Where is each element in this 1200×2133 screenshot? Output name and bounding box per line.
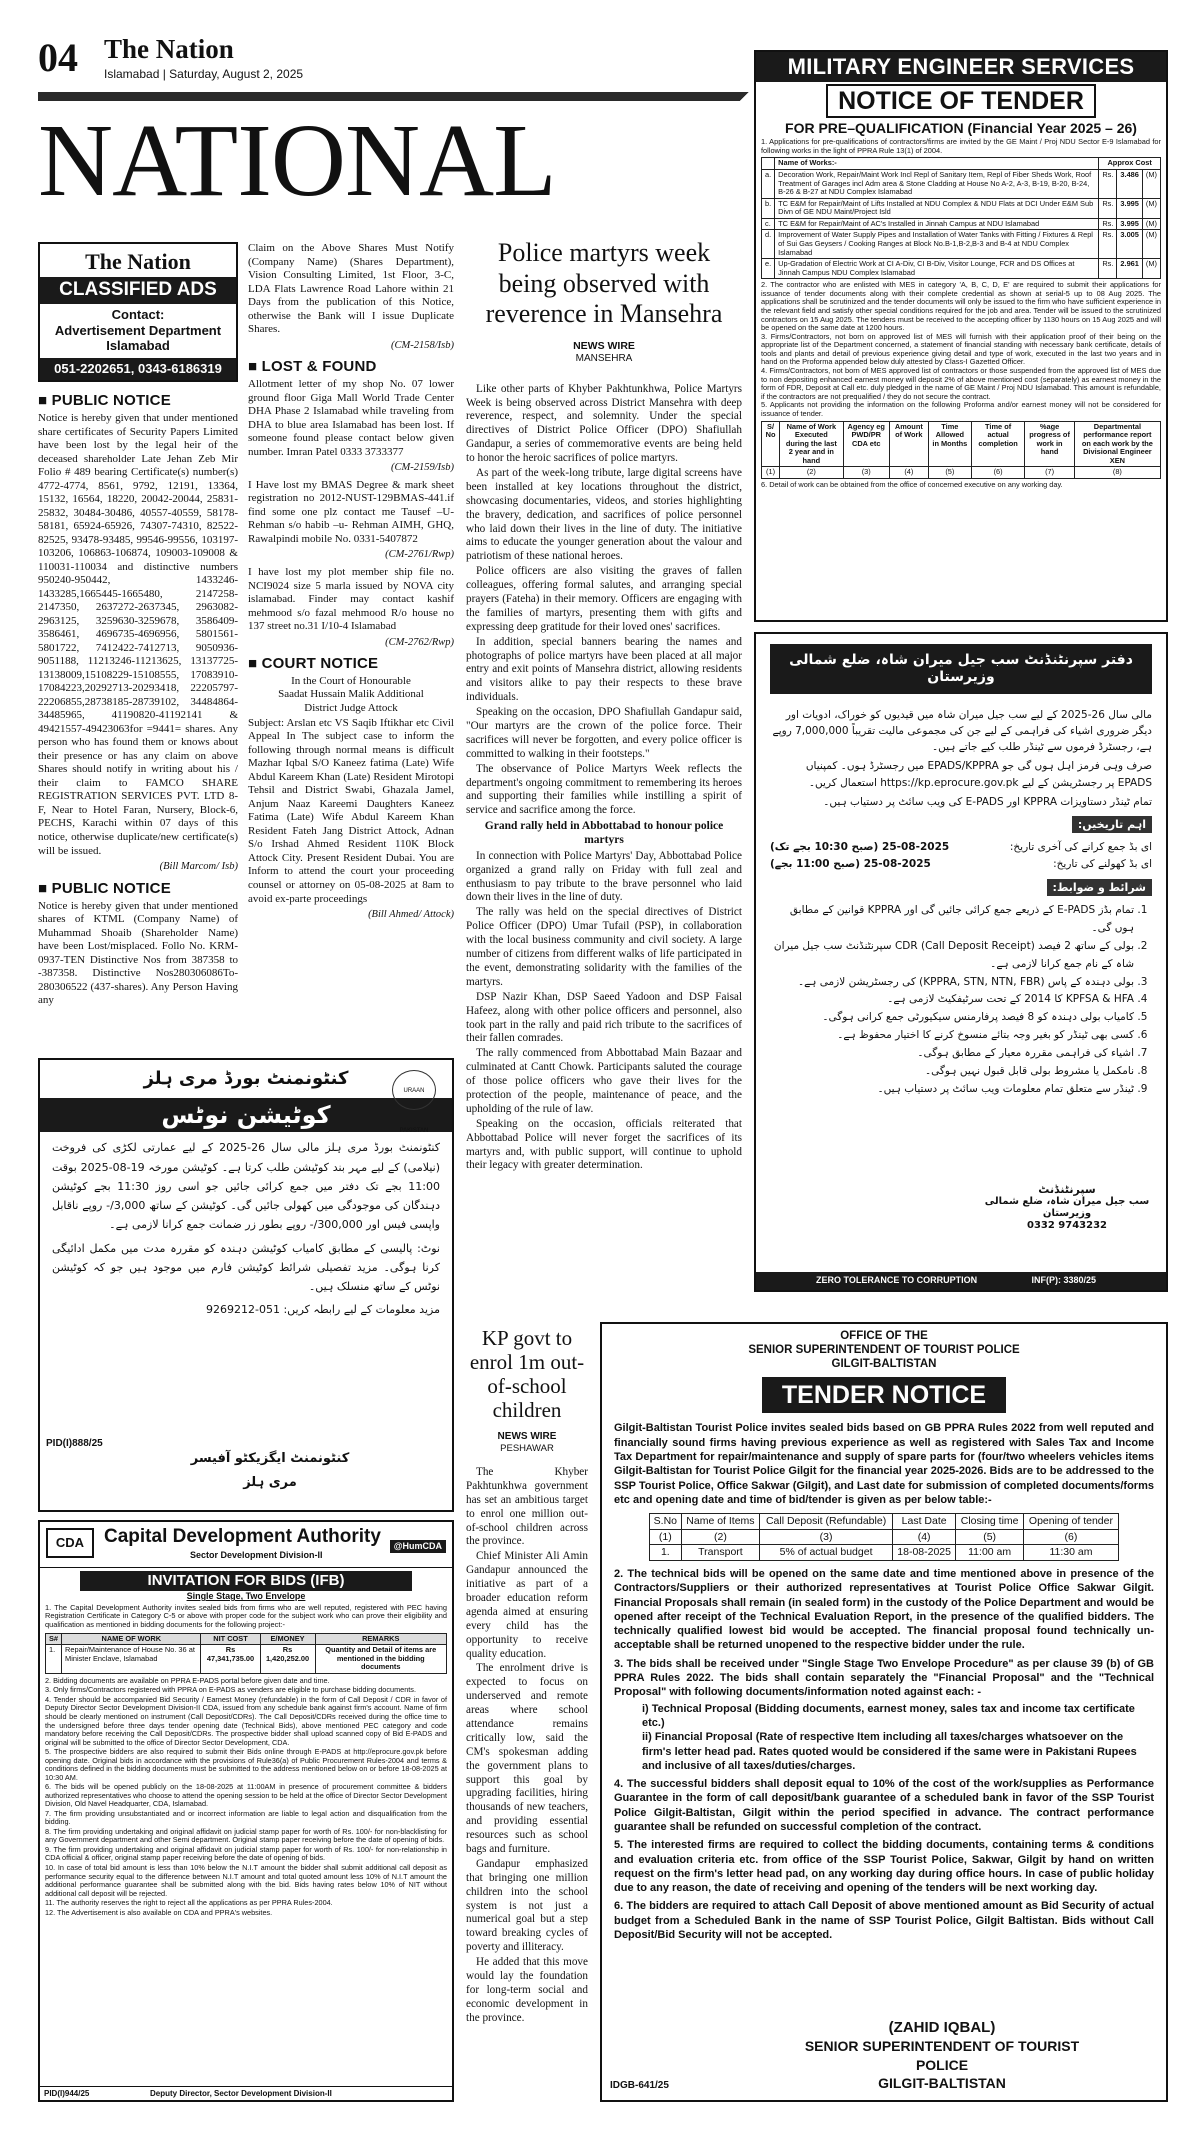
- mes-proforma-head: Departmental performance report on each work by the Divisional Engineer XEN: [1074, 421, 1160, 467]
- mes-para-6: 6. Detail of work can be obtained from the office of concerned executive on any working day.: [761, 480, 1063, 489]
- lost-item-3-ref: (CM-2762/Rwp): [385, 636, 454, 648]
- story1-paragraph-2: Speaking on the occasion, officials reiterated that Abbottabad Police will never forget the sacrifices of its martyrs and, with public support, will continue to uphold their legacy with greater determination.: [466, 1117, 742, 1172]
- gb-table-cell: Transport: [681, 1545, 760, 1561]
- classified-title: CLASSIFIED ADS: [40, 277, 236, 304]
- cda-table-head: S#: [46, 1633, 62, 1645]
- mes-works-head: Name of Works:-: [775, 158, 1099, 170]
- story2-body: [466, 1466, 588, 2026]
- mes-fy: FOR PRE–QUALIFICATION (Financial Year 2025 – 26): [785, 120, 1137, 137]
- mes-proforma-table: [761, 421, 1161, 479]
- wz-term-item: 9. ٹینڈر سے متعلق تمام معلومات ویب سائٹ پر دستیاب ہیں۔: [770, 1081, 1134, 1099]
- gb-table-cell: 11:00 am: [956, 1545, 1024, 1561]
- masthead-city: Islamabad: [104, 67, 160, 81]
- cda-pid: PID(I)944/25: [44, 2089, 90, 2098]
- story2-byline: NEWS WIRE: [497, 1430, 557, 1442]
- gb-table-head: Closing time: [956, 1514, 1024, 1530]
- gb-num-5: 5.: [614, 1839, 624, 1852]
- mes-work-currency: Rs.: [1099, 218, 1117, 230]
- mes-proforma-head: S/ No: [762, 421, 780, 467]
- lost-item-2: I Have lost my BMAS Degree & mark sheet registration no 2012-NUST-129BMAS-441.if find some one plz contact me Tausef –U-Rehman s/o habib –u- Rehman AIMH, GHQ, Rawalpindi mobile No. 0331-5407872: [248, 478, 454, 545]
- wz-date-1-value: 25-08-2025 (صبح 10:30 بجے تک): [770, 841, 950, 854]
- lost-item-3: I have lost my plot member ship file no. NCI9024 size 5 marla issued by NOVA city islamabad. Finder may contact kashif mehmood s/o fazal mehmood R/o house no 137 street no.31 I/10-4 Islamabad: [248, 566, 454, 633]
- story1-subhead: Grand rally held in Abbottabad to honour police martyrs: [484, 820, 724, 847]
- cda-ifb-title: INVITATION FOR BIDS (IFB): [80, 1571, 412, 1591]
- mes-cost-head: Approx Cost: [1099, 158, 1161, 170]
- wz-term-item: 8. نامکمل یا مشروط بولی قابل قبول نہیں ہوگی۔: [770, 1063, 1134, 1081]
- mes-work-letter: b.: [762, 198, 775, 218]
- classified-col1: [38, 386, 238, 1051]
- cda-table-head: NAME OF WORK: [62, 1633, 201, 1645]
- gb-para-3: The bids shall be received under "Single Stage Two Envelope Procedure" as per clause 39 (b) of GB PPRA Rules 2022. The bids shall contain separately the "Financial Proposal" and the "Technical Proposal" with following documents/information noted against each: -: [614, 1657, 1154, 1699]
- story1-paragraph-2: The rally commenced from Abbottabad Main Bazaar and culminated at Cantt Chowk. Participants saluted the courage of those police officers who gave their lives for the protection of the people, maintenance of peace, and the upholding of the rule of law.: [466, 1047, 742, 1115]
- mes-para-3: 3. Firms/Contractors, not born on approved list of MES will furnish with their application proof of their being on the appropriate list of the Department concerned, a statement of financial standing with necessary bank certificate, details of tools and plants and detail of previous experience giving detail and type of work, executed in the last two years and in hand on the Proforma appended below duly attested by Class-I Gazetted Officer.: [761, 331, 1161, 367]
- story2-paragraph: Chief Minister Ali Amin Gandapur announced the initiative as part of a broader education reform agenda aimed at ensuring every child has the opportunity to receive quality education.: [466, 1550, 588, 1660]
- mes-work-name: TC E&M for Repair/Maint of AC's Installed in Jinnah Campus at NDU Islamabad: [775, 218, 1099, 230]
- cda-note: 9. The firm providing undertaking and original affidavit on judicial stamp paper for worth of Rs. 100/- for non-relationship in CDA official & officer, original stamp paper receiving before the date of opening of bids.: [45, 1844, 447, 1863]
- story1-paragraph-2: In connection with Police Martyrs' Day, Abbottabad Police organized a grand rally on Friday with full zeal and enthusiasm to pay tribute to the brave personnel who laid down their lives in the line of duty.: [466, 849, 742, 904]
- mes-work-currency: Rs.: [1099, 169, 1117, 198]
- murree-para-2: نوٹ: پالیسی کے مطابق کامیاب کوٹیشن دہندہ کو مقررہ مدت میں مکمل ادائیگی کرنا ہوگی۔ مزید تفصیلی شرائط کوٹیشن فارم میں موجود ہیں جو کہ کوٹیشن نوٹس کے ساتھ منسلک ہیں۔: [52, 1241, 440, 1294]
- mes-work-cost: 3.486: [1117, 169, 1143, 198]
- gb-idgb: IDGB-641/25: [610, 2080, 669, 2091]
- wz-dates-heading: اہم تاریخیں:: [1072, 816, 1152, 833]
- mes-work-letter: e.: [762, 259, 775, 279]
- murree-sig-2: مری ہلز: [243, 1475, 297, 1491]
- story1-headline: Police martyrs week being observed with reverence in Mansehra: [485, 238, 723, 329]
- court-name-1: In the Court of Honourable: [291, 675, 411, 688]
- public-notice-heading-2: ■ PUBLIC NOTICE: [38, 879, 171, 897]
- mes-work-unit: (M): [1142, 218, 1160, 230]
- wz-term-item: 2. بولی کے ساتھ 2 فیصد CDR (Call Deposit Receipt) سپرنٹنڈنٹ سب جیل میران شاہ کے نام جمع کرانا لازمی ہے۔: [770, 938, 1134, 974]
- gb-table-head: Call Deposit (Refundable): [760, 1514, 893, 1530]
- mes-proforma-num: (1): [762, 467, 780, 479]
- page-number: 04: [38, 35, 78, 80]
- mes-work-cost: 3.005: [1117, 230, 1143, 259]
- masthead: 04 The Nation Islamabad | Saturday, August 2, 2025: [38, 34, 304, 81]
- classified-dept: Advertisement Department: [54, 322, 222, 338]
- gb-sig-place: GILGIT-BALTISTAN: [878, 2074, 1006, 2091]
- story2-paragraph: He added that this move would lay the foundation for long-term social and economic development in the province.: [466, 1956, 588, 2024]
- masthead-rule: [38, 92, 738, 101]
- mes-work-cost: 3.995: [1117, 218, 1143, 230]
- claim-text: Claim on the Above Shares Must Notify (Company Name) (Shares Department), Vision Consulting Limited, 1st Floor, 3-C, LDA Flats Lawrence Road Lahore within 21 Days from the publication of this Notice, otherwise the Bank will I issue Duplicate Shares.: [248, 242, 454, 336]
- cda-note: 3. Only firms/Contractors registered with PPRA on E-PADS as venders are eligible to purchase bidding documents.: [45, 1685, 416, 1695]
- cda-table-cell: 1.: [46, 1645, 62, 1674]
- mes-work-unit: (M): [1142, 230, 1160, 259]
- mes-para-5: 5. Applicants not providing the information on the following Proforma and/or earnest money will not be considered for issuance of tender.: [761, 400, 1161, 418]
- mes-proforma-head: Agency eg PWD/PR CDA etc: [843, 421, 889, 467]
- wz-term-item: 7. اشیاء کی فراہمی مقررہ معیار کے مطابق ہوگی۔: [770, 1045, 1134, 1063]
- gb-para-3-ii: ii) Financial Proposal (Rate of respective Item including all taxes/charges whatsoever on the firm's letter head pad. Rates quoted would be considered if the same were in Pakistani Rupees and inclusive of all taxes/duties/charges.: [642, 1731, 1137, 1772]
- wz-para-3: تمام ٹینڈر دستاویزات KPPRA اور E-PADS کی ویب سائٹ پر دستیاب ہیں۔: [823, 795, 1152, 808]
- wz-terms-list: [770, 902, 1152, 1098]
- gb-table-cell: 1.: [650, 1545, 682, 1561]
- wz-sig-2: سب جیل میران شاہ، ضلع شمالی وزیرستان: [984, 1196, 1150, 1219]
- cda-table-cell: Repair/Maintenance of House No. 36 at Minister Enclave, Islamabad: [62, 1645, 201, 1674]
- mes-proforma-num: (6): [971, 467, 1025, 479]
- mes-work-name: Up-Gradation of Electric Work at CI A-Div, CI B-Div, Visitor Lounge, FCR and DS Offices at Jinnah Campus NDU Complex Islamabad: [775, 259, 1099, 279]
- public-notice-text: Notice is hereby given that under mentioned share certificates of Security Papers Limited have been lost by the legal heir of the deceased shareholder Late Jehan Zeb Mir Folio # 489 bearing Certificate(s) number(s) 4772-4774, 8561, 9792, 12191, 13364, 15132, 16564, 18220, 20042-20044, 25831-25832, 30484-30486, 40557-40559, 58178-58181, 65924-65926, 74307-74310, 82522-82525, 93478-93485, 99546-99556, 103197-103206, 106863-106874, 109003-109008 & 110031-110034 and distinctive numbers 950240-950442, 1433246-1433285,1665445-1665480, 2147258-2147350, 2637272-2637345, 2963082-2963125, 3259630-3259678, 3586409-3586461, 4696735-4696956, 5801561-5801722, 7412422-7412713, 9050936-9051188, 11213246-11213625, 13137725-13138009,15108229-15108555, 17083910-17084223,20292713-20293418, 22205797-22206855,28738185-28739102, 34484864-34485965, 41190820-41192141 & 49421557-49423063for =9441= shares. Any person who has found them or knows about their presence or has any claim on above Shares should notify in writing about his / their claim to FAMCO SHARE REGISTRATION SERVICES PVT. LTD 8-F, Near to Hotel Faran, Nursery, Block-6, PECHS, Karachi within 07 days of this notice, otherwise duplicate/new certificate(s) will be issued.: [38, 412, 238, 857]
- gb-office-3: GILGIT-BALTISTAN: [831, 1357, 937, 1370]
- mes-work-row: [762, 198, 1161, 218]
- murree-quotation-ad: [38, 1058, 454, 1512]
- murree-para-3: مزید معلومات کے لیے رابطہ کریں: 051-9269212: [205, 1303, 440, 1317]
- gb-para-1: Gilgit-Baltistan Tourist Police invites sealed bids based on GB PPRA Rules 2022 from well reputed and financially sound firms having previous experience as well as registered with Sales Tax and Income Tax Department for repair/maintenance and supply of spare parts for (four/two wheelers vehicles items Gilgit-Baltistan for Tourist Police Gilgit for the financial year 2025-2026. Bids are to be addressed to the SSP Tourist Police, Office Sakwar (Gilgit), and Last date for submission of completed documents/forms etc and opening date and time of bid/tender is given as per below table:-: [614, 1422, 1154, 1506]
- classified-phones: 051-2202651, 0343-6186319: [40, 358, 236, 380]
- gb-para-6: The bidders are required to attach Call Deposit of above mentioned amount as Bid Security of actual budget from a Scheduled Bank in the name of SSP Tourist Police, Gilgit Baltistan. Bids without Call Deposit/Bid Security will not be accepted.: [614, 1900, 1154, 1942]
- wz-date-1-label: ای بڈ جمع کرانے کی آخری تاریخ:: [1009, 841, 1152, 854]
- gb-table-num: (1): [650, 1529, 682, 1545]
- mes-works-table: [761, 157, 1161, 279]
- cda-note: 6. The bids will be opened publicly on the 18-08-2025 at 11:00AM in presence of procurement committee & bidders authorized representatives who choose to attend the opening session to be held at the office of Director Sector Development Division, Old Navel Headquarter, CDA, Islamabad.: [45, 1782, 447, 1809]
- court-notice-heading: ■ COURT NOTICE: [248, 655, 379, 673]
- mes-work-letter: c.: [762, 218, 775, 230]
- cda-works-table: [45, 1633, 447, 1674]
- cda-table-head: NIT COST: [201, 1633, 260, 1645]
- cda-title: Capital Development Authority: [104, 1526, 381, 1547]
- gb-table-num: (6): [1023, 1529, 1118, 1545]
- mes-work-row: [762, 230, 1161, 259]
- cda-note: 7. The firm providing unsubstantiated and or incorrect information are liable to legal action and disqualification from the bidding.: [45, 1808, 447, 1827]
- murree-title: کنٹونمنٹ بورڈ مری ہلز: [143, 1068, 349, 1089]
- court-name-3: District Judge Attock: [304, 701, 398, 714]
- public-notice-heading: ■ PUBLIC NOTICE: [38, 392, 171, 409]
- wz-para-2: صرف وہی فرمز اہل ہوں گی جو EPADS/KPPRA میں رجسٹرڈ ہوں۔ کمپنیاں EPADS پر رجسٹریشن کے لیے https://kp.eprocure.gov.pk استعمال کریں۔: [805, 760, 1152, 789]
- mes-work-row: [762, 218, 1161, 230]
- story1-byline: NEWS WIRE: [573, 340, 635, 353]
- gb-office-1: OFFICE OF THE: [840, 1330, 928, 1342]
- masthead-rule-tip: [736, 92, 752, 101]
- section-title: NATIONAL: [38, 103, 556, 218]
- story1-paragraph: Police officers are also visiting the graves of fallen colleagues, offering formal salutes, and arranging special prayers (Fateha) in their memory. Officers are engaging with the families of martyrs, presenting them with gifts and expressing deep gratitude for their loved ones' sacrifices.: [466, 565, 742, 633]
- mes-para-2: 2. The contractor who are enlisted with MES in category 'A, B, C, D, E' are required to submit their applications for issuance of tender documents along with their complete credential as shown at serial-5 up to 08 Aug 2025. The applications shall be scrutinized and the tender documents will only be issued to the firm who have sufficient experience in the relevant field and satisfy other special conditions required for the job and area. Tender will be issued to the scrutinized contractors on 15 Aug 2025. The tenders must be received to the accepting officer by 1130 hours on 15 Aug 2025 and will be opened on the same date at 1200 hours.: [761, 280, 1161, 333]
- gb-title: TENDER NOTICE: [762, 1377, 1006, 1413]
- claim-ref: (CM-2158/Isb): [391, 339, 454, 351]
- gb-table-head: S.No: [650, 1514, 682, 1530]
- cda-notes: [45, 1677, 447, 1917]
- mes-para-4: 4. Firms/Contractors, not born of MES approved list of contractors or those suspended from the approved list of MES due to non depositing enhanced earnest money will deposit 2% of above mentioned cost (separately) as earnest money in the form of FDR, Deposit at Call etc. duly pledged in the name of GE Maint / Proj NDU Islamabad. This amount is refundable, if the contractors are not prequalified / they do not secure the contract.: [761, 366, 1161, 401]
- court-name-2: Saadat Hussain Malik Additional: [278, 688, 424, 701]
- story1-paragraph: In addition, special banners bearing the names and photographs of police martyrs have been placed at all major entry and exit points of Mansehra district, allowing residents and visitors alike to pay their respects to these brave individuals.: [466, 635, 742, 704]
- story1-paragraph-2: DSP Nazir Khan, DSP Saeed Yadoon and DSP Faisal Hafeez, along with other police officers and personnel, also took part in the rally and paid rich tribute to the sacrifices of their fallen comrades.: [466, 990, 742, 1045]
- court-notice-ref: (Bill Ahmed/ Attock): [368, 909, 454, 921]
- cda-note: 12. The Advertisement is also available on CDA and PPRA's websites.: [45, 1907, 273, 1917]
- cda-logo: CDA: [46, 1528, 94, 1558]
- cda-note: 8. The firm providing undertaking and original affidavit on judicial stamp paper for worth of Rs. 100/- for non-blacklisting for any Government department and other Semi department. Original stamp paper receiving before the date of opening of bids.: [45, 1826, 447, 1845]
- story-kp-enrolment: [466, 1322, 588, 2102]
- mes-para-1: 1. Applications for pre-qualifications of contractors/firms are invited by the GE Maint / Proj NDU Sector E-9 Islamabad for following works in the light of PPRA Rule 13(1) of 2004.: [761, 137, 1161, 155]
- story-police-martyrs: [466, 238, 742, 1308]
- mes-proforma-num: (4): [889, 467, 928, 479]
- mes-proforma-num: (8): [1074, 467, 1160, 479]
- classified-box: [38, 242, 238, 382]
- gb-num-2: 2.: [614, 1567, 624, 1580]
- story1-paragraph-2: The rally was held on the special directives of District Police Officer (DPO) Umar Tufail (PSP), in collaboration with the local business community and civil society. A large number of citizens from different walks of life participated in the event, demonstrating solidarity with the families of the martyrs.: [466, 906, 742, 988]
- wz-title: دفتر سپرنٹنڈنٹ سب جیل میران شاہ، ضلع شمالی وزیرستان: [770, 644, 1152, 694]
- story2-paragraph: The Khyber Pakhtunkhwa government has set an ambitious target to enrol one million out-of-school children across the province.: [466, 1465, 588, 1548]
- mes-work-unit: (M): [1142, 169, 1160, 198]
- gb-table-head: Opening of tender: [1023, 1514, 1118, 1530]
- gb-table-cell: 18-08-2025: [892, 1545, 955, 1561]
- gb-tender-ad: [600, 1322, 1168, 2102]
- cda-social-tag: @HumCDA: [390, 1540, 446, 1553]
- wz-sig-1: سپرنٹنڈنٹ: [1038, 1182, 1096, 1196]
- story1-paragraph: As part of the week-long tribute, large digital screens have been installed at key locations throughout the district, showcasing documentaries, videos, and stories highlighting the bravery, dedication, and sacrifices of police personnel who laid down their lives in the line of duty. The initiative aims to educate the younger generation about the valour and patriotism of these national heroes.: [466, 466, 742, 563]
- masthead-paper: The Nation: [104, 34, 234, 64]
- murree-pid: PID(I)888/25: [46, 1438, 103, 1449]
- mes-work-unit: (M): [1142, 198, 1160, 218]
- mes-work-name: Decoration Work, Repair/Maint Work Incl Repl of Sanitary Item, Repl of Fiber Sheds Work, Roof Treatment of Garages incl Adm area & Stone Cladding at House No A-2, A-3, B-19, B-20, B-24, B-26 & B-27 at NDU Complex Islamabad: [775, 169, 1099, 198]
- cda-note: 2. Bidding documents are available on PPRA E-PADS portal before given date and time.: [45, 1675, 330, 1685]
- gb-sig-name: (ZAHID IQBAL): [888, 2018, 996, 2036]
- murree-para-1: کنٹونمنٹ بورڈ مری ہلز مالی سال 26-2025 کے لیے عمارتی لکڑی کی فروخت (نیلامی) کے لیے مہر بند کوٹیشن طلب کرتا ہے۔ کوٹیشن مورخہ 19-08-2025 بوقت 11:00 بجے تک دفتر میں جمع کرائی جائیں جو اسی روز 11:30 بجے کوٹیشن دہندگان کی موجودگی میں کھولی جائیں گی۔ کوٹیشن کے ساتھ 3,000/- روپے ناقابل واپسی فیس اور 300,000/- روپے بطور زر ضمانت جمع کرانا لازمی ہے۔: [52, 1141, 440, 1232]
- cda-note: 11. The authority reserves the right to reject all the applications as per PPRA Rules-2004.: [45, 1898, 333, 1908]
- classified-paper: The Nation: [85, 249, 191, 274]
- gb-para-4: The successful bidders shall deposit equal to 10% of the cost of the work/supplies as Performance Guarantee in the form of call deposit/bank guarantee of a scheduled bank in favor of the SSP Tourist Police Gilgit-Baltistan, Gilgit within the period specified in advance. The contract performance guarantee shall be refunded on successful completion of the contract.: [614, 1778, 1154, 1833]
- wz-term-item: 4. KPFSA & HFA کا 2014 کے تحت سرٹیفکیٹ لازمی ہے۔: [770, 991, 1134, 1009]
- wz-term-item: 6. کسی بھی ٹینڈر کو بغیر وجہ بتائے منسوخ کرنے کا اختیار محفوظ ہے۔: [770, 1027, 1134, 1045]
- classified-city: Islamabad: [106, 338, 170, 354]
- mes-proforma-num: (7): [1025, 467, 1074, 479]
- mes-work-row: [762, 259, 1161, 279]
- mes-work-letter: d.: [762, 230, 775, 259]
- lost-item-1-ref: (CM-2159/Isb): [391, 462, 454, 474]
- cda-table-cell: Rs 47,341,735.00: [201, 1645, 260, 1674]
- gb-table-head: Last Date: [892, 1514, 955, 1530]
- gb-table-num: (2): [681, 1529, 760, 1545]
- mes-work-currency: Rs.: [1099, 259, 1117, 279]
- story2-paragraph: The enrolment drive is expected to focus on underserved and remote areas where school attendance remains critically low, said the CM's spokesman adding the government plans to support this goal by upgrading facilities, hiring thousands of new teachers, and providing essential resources such as school bags and furniture.: [466, 1662, 588, 1855]
- gb-schedule-table: [649, 1513, 1119, 1561]
- story2-place: PESHAWAR: [500, 1442, 554, 1454]
- cda-signature: Deputy Director, Sector Development Division-II: [150, 2089, 332, 2098]
- cda-table-cell: Quantity and Detail of items are mentioned in the bidding documents: [315, 1645, 447, 1674]
- story1-paragraph: The observance of Police Martyrs Week reflects the department's ongoing commitment to remembering its heroes and supporting their families while instilling a spirit of service and sacrifice among the force.: [466, 762, 742, 817]
- gb-table-num: (5): [956, 1529, 1024, 1545]
- cda-table-head: REMARKS: [315, 1633, 447, 1645]
- cda-note: 10. In case of total bid amount is less than 10% below the N.I.T amount the bidder shall submit additional call deposit as performance security equal to the difference between N.I.T amount and total quoted amount less 10% of N.I.T amount the additional performance guarantee shall be submitted along with the bid. Bids having rates below 10% of NIT without additional call deposit will be rejected.: [45, 1863, 447, 1898]
- wz-sig-3: 0332 9743232: [1026, 1220, 1108, 1231]
- story1-body-2: [466, 850, 742, 1173]
- mes-proforma-num: (5): [928, 467, 971, 479]
- uraan-logo: URAAN PAKISTAN: [392, 1070, 436, 1110]
- mes-proforma-head: Time Allowed in Months: [928, 421, 971, 467]
- cda-subtitle: Sector Development Division-II: [190, 1550, 323, 1560]
- cda-note: 4. Tender should be accompanied Bid Security / Earnest Money (refundable) in the form of Call Deposit / CDR in favor of Deputy Director Sector Development Division-II CDA, issued from any schedule bank against firm's account. Name of firm should be clearly mentioned on instrument (Call Deposit/CDRs). The Call Deposit/CDRs received during the office time to the undersigned before three days tender opening date (Technical Bids), above mentioned PEC category and code mandatory before receiving the Call Deposit/CDRs. The prospective bidder shall upload scanned copy of Bid E-PADS and original will be submitted to the office of Director Sector Development, CDA.: [45, 1694, 447, 1747]
- lost-found-heading: ■ LOST & FOUND: [248, 358, 377, 376]
- wz-term-item: 1. تمام بڈز E-PADS کے ذریعے جمع کرائی جائیں گی اور KPPRA قوانین کے مطابق ہوں گی۔: [770, 902, 1134, 938]
- gb-table-num: (3): [760, 1529, 893, 1545]
- waziristan-tender-ad: [754, 632, 1168, 1292]
- gb-para-5: The interested firms are required to collect the bidding documents, containing terms & conditions and evaluation criteria etc. from office of the SSP Tourist Police, Sakwar, Gilgit by hand on written request on the firm's letter head pad, on any working day during office hours. In case of public holiday due to any reason, the date of receiving and opening of the tenders will be next working day.: [614, 1839, 1154, 1895]
- mes-proforma-num: (3): [843, 467, 889, 479]
- gb-sig-title: SENIOR SUPERINTENDENT OF TOURIST POLICE: [804, 2038, 1080, 2073]
- cda-note: 5. The prospective bidders are also required to submit their Bids online through E-PADS at http://eprocure.gov.pk before opening date. Original bids in accordance with the provisions of Rule36(a) of Public Procurement Rules-2004 and terms & conditions defined in the bidding documents must be submitted to the address mentioned below on or before 18-08-2025 at 10:30 AM.: [45, 1747, 447, 1782]
- cda-ifb-ad: [38, 1520, 454, 2102]
- mes-work-letter: a.: [762, 169, 775, 198]
- gb-table-cell: 11:30 am: [1023, 1545, 1118, 1561]
- wz-date-2-label: ای بڈ کھولنے کی تاریخ:: [1053, 858, 1152, 871]
- wz-para-1: مالی سال 26-2025 کے لیے سب جیل میران شاہ میں قیدیوں کو خوراک، ادویات اور دیگر ضروری اشیاء کی فراہمی کے لیے جن کی مجموعی مالیت تقریباً 7,000,000 روپے ہے، رجسٹرڈ فرموں سے ٹینڈر طلب کیے جاتے ہیں۔: [772, 708, 1152, 754]
- story1-place: MANSEHRA: [575, 352, 633, 364]
- gb-table-num: (4): [892, 1529, 955, 1545]
- story1-body: [466, 383, 742, 819]
- public-notice-ref: (Bill Marcom/ Isb): [159, 861, 238, 873]
- mes-work-unit: (M): [1142, 259, 1160, 279]
- mes-proforma-head: Name of Work Executed during the last 2 year and in hand: [780, 421, 844, 467]
- gb-table-head: Name of Items: [681, 1514, 760, 1530]
- cda-para-1: 1. The Capital Development Authority invites sealed bids from firms who are well reputed, registered with PEC having Registration Certificate in Category C-5 or above with proper code for the subject work who can prove their eligibility and qualification as mentioned in bidding documents for the following project:-: [45, 1602, 447, 1629]
- mes-work-cost: 3.995: [1117, 198, 1143, 218]
- story1-paragraph: Speaking on the occasion, DPO Shafiullah Gandapur said, "Our martyrs are the crown of the police force. Their sacrifices will never be forgotten, and every police officer is committed to walking in their footsteps.": [466, 706, 742, 760]
- story2-headline: KP govt to enrol 1m out-of-school children: [469, 1326, 585, 1423]
- wz-date-2-value: 25-08-2025 (صبح 11:00 بجے): [770, 858, 931, 871]
- gb-num-6: 6.: [614, 1900, 624, 1913]
- cda-table-head: E/MONEY: [260, 1633, 315, 1645]
- cda-table-cell: Rs 1,420,252.00: [260, 1645, 315, 1674]
- wz-term-item: 3. بولی دہندہ کے پاس (KPPRA, STN, NTN, FBR) کی رجسٹریشن لازمی ہے۔: [770, 974, 1134, 992]
- mes-proforma-head: %age progress of work in hand: [1025, 421, 1074, 467]
- mes-proforma-head: Amount of Work: [889, 421, 928, 467]
- wz-terms-heading: شرائط و ضوابط:: [1047, 879, 1152, 896]
- murree-subtitle: کوٹیشن نوٹس: [40, 1098, 452, 1133]
- mes-tender-ad: [754, 50, 1168, 622]
- story1-paragraph: Like other parts of Khyber Pakhtunkhwa, Police Martyrs Week is being observed across District Mansehra with deep reverence, respect, and solemnity. Under the special directives of District Police Officer (DPO) Shafiullah Gandapur, a series of commemorative events are being held to honor the heroic sacrifices of police martyrs.: [466, 382, 742, 465]
- mes-title: MILITARY ENGINEER SERVICES: [756, 52, 1166, 82]
- mes-proforma-num: (2): [780, 467, 844, 479]
- wz-footer-slogan: ZERO TOLERANCE TO CORRUPTION: [816, 1275, 978, 1285]
- murree-sig-1: کنٹونمنٹ ایگزیکٹو آفیسر: [190, 1450, 350, 1466]
- masthead-date: Saturday, August 2, 2025: [169, 67, 304, 81]
- cda-stage: Single Stage, Two Envelope: [186, 1591, 306, 1601]
- lost-item-2-ref: (CM-2761/Rwp): [385, 549, 454, 561]
- mes-work-currency: Rs.: [1099, 198, 1117, 218]
- mes-work-name: TC E&M for Repair/Maint of Lifts Installed at NDU Complex & NDU Flats at DCI Under E&M Sub Divn of GE NDU Maint/Project Isld: [775, 198, 1099, 218]
- classified-contact: Contact:: [111, 307, 165, 323]
- mes-work-currency: Rs.: [1099, 230, 1117, 259]
- mes-proforma-head: Time of actual completion: [971, 421, 1025, 467]
- lost-item-1: Allotment letter of my shop No. 07 lower ground floor Giga Mall World Trade Center DHA Phase 2 Islamabad while traveling from DHA to blue area Islamabad has been lost. If someone found please contact below given number. Imran Patel 0333 3733377: [248, 378, 454, 458]
- gb-num-4: 4.: [614, 1778, 624, 1791]
- mes-work-cost: 2.961: [1117, 259, 1143, 279]
- gb-office-2: SENIOR SUPERINTENDENT OF TOURIST POLICE: [748, 1343, 1020, 1356]
- classified-col2: [248, 242, 454, 1050]
- mes-work-row: [762, 169, 1161, 198]
- gb-table-cell: 5% of actual budget: [760, 1545, 893, 1561]
- wz-footer-inf: INF(P): 3380/25: [1031, 1275, 1096, 1285]
- mes-work-name: Improvement of Water Supply Pipes and Installation of Water Tanks with Fitting / Fixtures & Repl of Sui Gas Geysers / Cooking Ranges at Block No.B-1,B-2,B-3 and B-4 at NDU Complex Islamabad: [775, 230, 1099, 259]
- gb-num-3: 3.: [614, 1657, 624, 1670]
- mes-notice-title: NOTICE OF TENDER: [826, 84, 1096, 118]
- gb-para-3-i: i) Technical Proposal (Bidding documents, earnest money, sales tax and income tax certificate etc.): [642, 1702, 1135, 1729]
- public-notice-text-2: Notice is hereby given that under mentioned shares of KTML (Company Name) of Muhammad Shoaib (Shareholder Name) have been Lost/misplaced. Follo No. KRM-0937-TEN Distinctive Nos from 387358 to -387358. Distinctive Nos280306086To-280306522 (437-shares). Any Person Having any: [38, 899, 238, 1007]
- court-notice-text: Subject: Arslan etc VS Saqib Iftikhar etc Civil Appeal In The subject case to inform the following through normal means is difficult Mazhar Iqbal S/O Kaneez fatima (Late) Wife Abdul Kareem Khan (Late) Resident Mirotopi Tehsil and District Swabi, Ghazala Jamel, Anjum Naaz Kareemi Daughters Kaneez Fatima (Late) Wife Abdul Kareem Khan Resident Fateh Jang District Attock, Adnan S/o Irshad Ahmed Resident 110K Block Attock City. Present Resident Dubai. You are Inform to attend the court your proceeding counsel or attorney on 05-08-2025 at 8am to avoid ex-parte proceedings: [248, 716, 454, 905]
- gb-para-2: The technical bids will be opened on the same date and time mentioned above in presence of the Contractors/Suppliers or their authorized representatives at Tourist Police Office Sakwar Gilgit. Financial Proposals shall remain (in sealed form) in the custody of the Police Department and would be opened after receipt of the Technical Evaluation Report, in the presence of the qualified bidders. The technically qualified lowest bid would be accepted. The financial proposal found technically un-acceptable shall be returned unopened to the respective bidder under the rule.: [614, 1567, 1154, 1652]
- wz-term-item: 5. کامیاب بولی دہندہ کو 8 فیصد پرفارمنس سیکیورٹی جمع کرانی ہوگی۔: [770, 1009, 1134, 1027]
- story2-paragraph: Gandapur emphasized that bringing one million children into the school system is not just a numerical goal but a step toward breaking cycles of poverty and illiteracy.: [466, 1857, 588, 1954]
